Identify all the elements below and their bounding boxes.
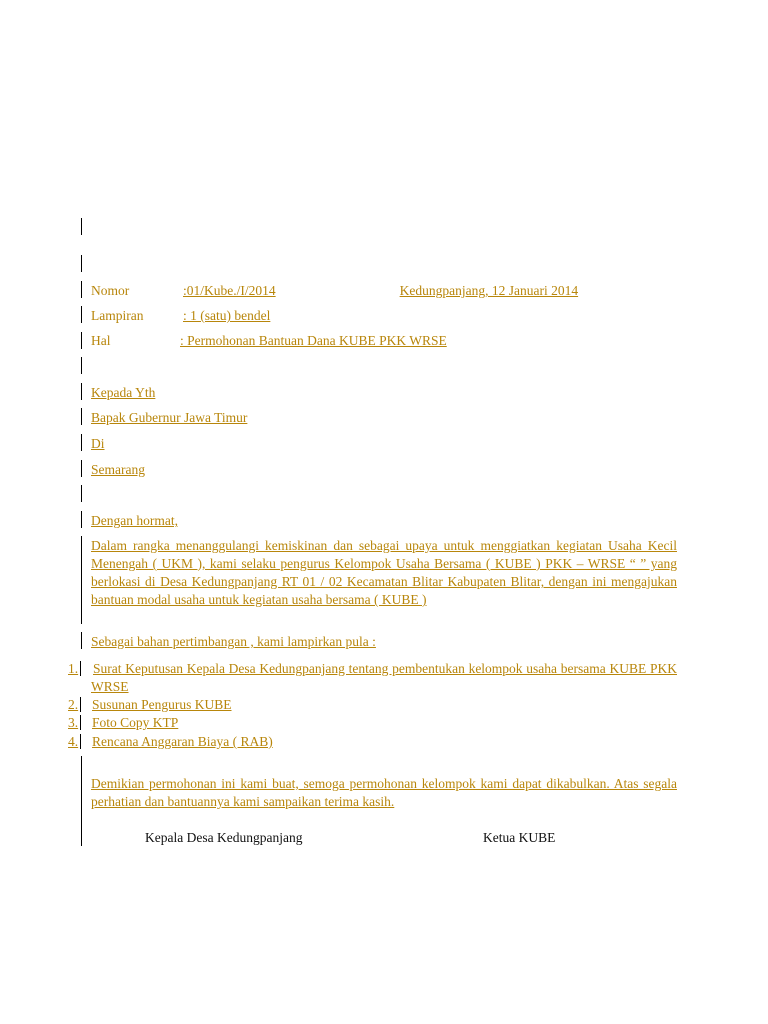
closing-paragraph: Demikian permohonan ini kami buat, semoga permohonan kelompok kami dapat dikabulkan. Atas segala perhatian dan bantuannya kami sampaikan terima kasih.	[91, 776, 677, 809]
margin-bar	[81, 218, 82, 235]
list-marker-bar	[80, 715, 81, 730]
margin-bar	[81, 281, 82, 298]
list-marker-bar	[80, 734, 81, 749]
greeting: Dengan hormat,	[91, 513, 178, 528]
lampiran-label: Lampiran	[91, 308, 144, 323]
margin-bar	[81, 408, 82, 425]
margin-bar	[81, 536, 82, 624]
hal-line	[91, 332, 447, 350]
list-number: 1.	[68, 661, 79, 676]
paragraph-request: Dalam rangka menanggulangi kemiskinan dan sebagai upaya untuk menggiatkan kegiatan Usaha Kecil Menengah ( UKM ), kami selaku pengurus Kelompok Usaha Bersama ( KUBE ) PKK – WRSE “ ” yang berlokasi di Desa Kedungpanjang RT 01 / 02 Kecamatan Blitar Kabupaten Blitar, dengan ini mengajukan bantuan modal usaha untuk kegiatan usaha bersama ( KUBE )	[91, 538, 677, 607]
margin-bar	[81, 255, 82, 272]
margin-bar	[81, 511, 82, 528]
signature-right: Ketua KUBE	[483, 830, 556, 845]
margin-bar	[81, 485, 82, 502]
hal-value: : Permohonan Bantuan Dana KUBE PKK WRSE	[180, 333, 447, 348]
margin-bar	[81, 332, 82, 349]
margin-bar	[81, 357, 82, 374]
attachment-intro: Sebagai bahan pertimbangan , kami lampirkan pula :	[91, 634, 376, 649]
lampiran-line	[91, 307, 270, 325]
hal-label: Hal	[91, 333, 111, 348]
list-number: 2.	[68, 697, 79, 712]
recipient-line: Di	[91, 436, 105, 451]
margin-bar	[81, 756, 82, 846]
nomor-line	[91, 282, 578, 300]
place-date: Kedungpanjang, 12 Januari 2014	[399, 283, 579, 298]
list-number: 3.	[68, 715, 79, 730]
margin-bar	[81, 460, 82, 477]
recipient-line: Bapak Gubernur Jawa Timur	[91, 410, 248, 425]
recipient-line: Semarang	[91, 462, 145, 477]
list-item: Foto Copy KTP	[92, 715, 179, 730]
list-number: 4.	[68, 734, 79, 749]
recipient-line: Kepada Yth	[91, 385, 156, 400]
list-item: Susunan Pengurus KUBE	[92, 697, 232, 712]
list-item: Surat Keputusan Kepala Desa Kedungpanjang tentang pembentukan kelompok usaha bersama KUBE PKK WRSE	[91, 661, 677, 694]
margin-bar	[81, 434, 82, 451]
nomor-label: Nomor	[91, 283, 130, 298]
list-item: Rencana Anggaran Biaya ( RAB)	[92, 734, 273, 749]
margin-bar	[81, 306, 82, 323]
list-marker-bar	[80, 697, 81, 712]
lampiran-value: : 1 (satu) bendel	[183, 308, 271, 323]
list-marker-bar	[80, 661, 81, 676]
signature-left: Kepala Desa Kedungpanjang	[145, 830, 303, 845]
nomor-value: :01/Kube./I/2014	[183, 283, 276, 298]
margin-bar	[81, 383, 82, 400]
margin-bar	[81, 632, 82, 649]
